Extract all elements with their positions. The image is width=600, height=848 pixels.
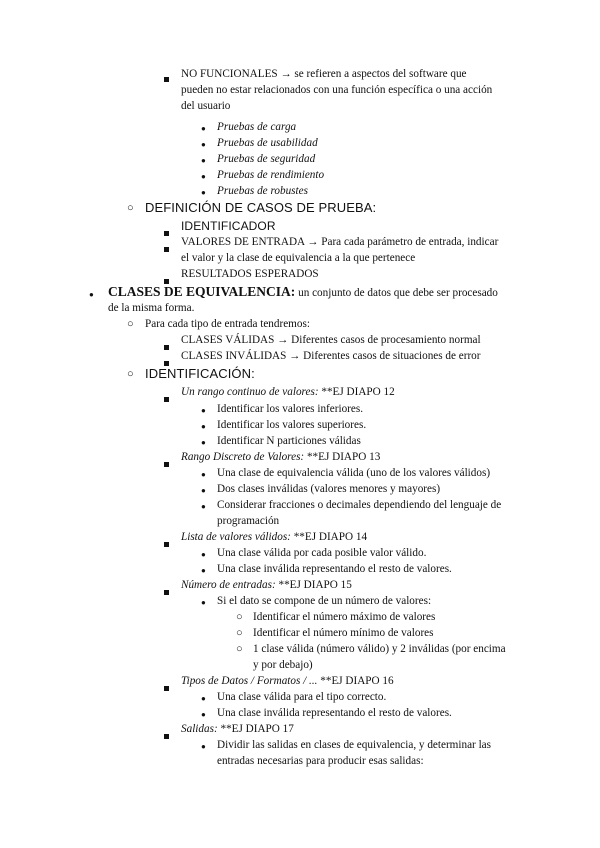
dot-bullet-icon [201,498,206,515]
nf-item: Pruebas de rendimiento [217,169,325,181]
square-bullet-icon [164,728,169,744]
circle-bullet-icon [236,641,243,657]
nf-item: Pruebas de carga [217,121,297,133]
nf-line-2: pueden no estar relacionados con una función específica o una acción [181,84,493,96]
square-bullet-icon [164,391,169,407]
lista-heading [181,529,367,545]
numero-heading [181,577,352,593]
salidas-heading [181,721,294,737]
tipos-item: Una clase inválida representando el resto de valores. [217,707,452,719]
tipos-ref: **EJ DIAPO 16 [317,675,394,687]
tipos-item: Una clase válida para el tipo correcto. [217,691,387,703]
circle-bullet-icon [127,316,134,332]
square-bullet-icon [164,241,169,257]
clases-tipo: Para cada tipo de entrada tendremos: [145,318,310,330]
dot-bullet-icon [201,546,206,563]
lista-title: Lista de valores válidos: [181,531,291,543]
tipos-heading [181,673,394,689]
square-bullet-icon [164,680,169,696]
discreto-item-3-line-1: Considerar fracciones o decimales dependiendo del lenguaje de [217,499,502,511]
salidas-line-1: Dividir las salidas en clases de equivalencia, y determinar las [217,739,491,751]
discreto-item-3-line-2: programación [217,515,280,527]
clases-desc-2: de la misma forma. [108,302,195,314]
rango-item: Identificar N particiones válidas [217,435,361,447]
dot-bullet-icon [201,482,206,499]
square-bullet-icon [164,225,169,241]
dot-bullet-icon [201,594,206,611]
dot-bullet-icon [201,402,206,419]
salidas-ref: **EJ DIAPO 17 [217,723,294,735]
clases-validas: CLASES VÁLIDAS → Diferentes casos de procesamiento normal [181,334,481,346]
clases-desc: un conjunto de datos que debe ser procesado [295,287,498,299]
square-bullet-icon [164,71,169,87]
numero-item: Si el dato se compone de un número de valores: [217,595,432,607]
rango-item: Identificar los valores superiores. [217,419,367,431]
lista-ref: **EJ DIAPO 14 [290,531,368,543]
ident-title: IDENTIFICACIÓN: [145,366,255,381]
dot-bullet-icon [201,466,206,483]
clases-title: CLASES DE EQUIVALENCIA: [108,284,296,299]
rango-item: Identificar los valores inferiores. [217,403,364,415]
dot-bullet-icon [201,184,206,201]
dot-bullet-icon [201,690,206,707]
nf-item: Pruebas de usabilidad [217,137,318,149]
casos-resultados: RESULTADOS ESPERADOS [181,268,319,280]
tipos-title: Tipos de Datos / Formatos / ... [181,675,318,687]
lista-item: Una clase válida por cada posible valor válido. [217,547,427,559]
dot-bullet-icon [201,418,206,435]
discreto-item: Una clase de equivalencia válida (uno de los valores válidos) [217,467,491,479]
square-bullet-icon [164,456,169,472]
casos-valores-line-1: VALORES DE ENTRADA → Para cada parámetro de entrada, indicar [181,236,499,248]
square-bullet-icon [164,339,169,355]
circle-bullet-icon [127,200,134,216]
square-bullet-icon [164,584,169,600]
clases-line-1 [108,284,498,301]
nf-line-3: del usuario [181,100,231,112]
dot-bullet-icon [201,168,206,185]
nf-item: Pruebas de robustes [217,185,308,197]
numero-sub-3-line-1: 1 clase válida (número válido) y 2 inválidas (por encima [253,643,506,655]
numero-sub-item: Identificar el número mínimo de valores [253,627,434,639]
circle-bullet-icon [127,366,134,382]
nf-line-1: NO FUNCIONALES → se refieren a aspectos del software que [181,68,467,80]
discreto-ref: **EJ DIAPO 13 [304,451,381,463]
dot-bullet-icon [89,286,94,303]
dot-bullet-icon [201,152,206,169]
discreto-heading [181,449,380,465]
casos-valores-line-2: el valor y la clase de equivalencia a la que pertenece [181,252,416,264]
rango-ref: **EJ DIAPO 12 [318,386,395,398]
circle-bullet-icon [236,625,243,641]
rango-title: Un rango continuo de valores: [181,386,319,398]
lista-item: Una clase inválida representando el resto de valores. [217,563,452,575]
nf-item: Pruebas de seguridad [217,153,316,165]
clases-invalidas: CLASES INVÁLIDAS → Diferentes casos de situaciones de error [181,350,481,362]
rango-heading [181,384,395,400]
square-bullet-icon [164,536,169,552]
dot-bullet-icon [201,738,206,755]
dot-bullet-icon [201,120,206,137]
salidas-line-2: entradas necesarias para producir esas salidas: [217,755,424,767]
numero-sub-3-line-2: y por debajo) [253,659,313,671]
salidas-title: Salidas: [181,723,218,735]
discreto-title: Rango Discreto de Valores: [181,451,305,463]
dot-bullet-icon [201,136,206,153]
numero-title: Número de entradas: [181,579,276,591]
numero-sub-item: Identificar el número máximo de valores [253,611,436,623]
numero-ref: **EJ DIAPO 15 [275,579,352,591]
circle-bullet-icon [236,609,243,625]
casos-title: DEFINICIÓN DE CASOS DE PRUEBA: [145,200,377,215]
casos-identificador: IDENTIFICADOR [181,219,276,233]
discreto-item: Dos clases inválidas (valores menores y mayores) [217,483,441,495]
